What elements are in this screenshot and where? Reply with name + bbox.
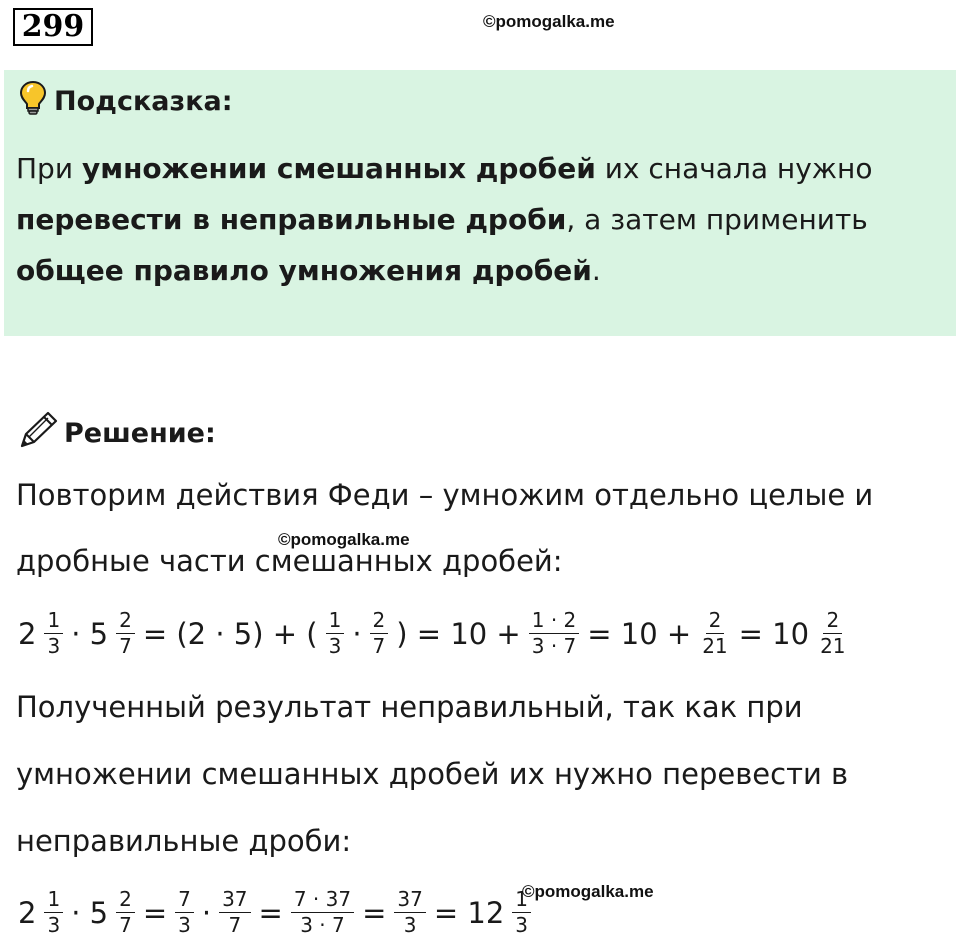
equation-1 [14,609,853,658]
fraction [529,609,580,658]
fraction [291,888,354,937]
equation-text: = (2 · 5) + ( [142,616,318,651]
solution-line-1: Повторим действия Феди – умножим отдельно целые и [16,478,874,512]
equation-text: = [362,895,387,930]
solution-title: Решение: [64,418,216,449]
watermark: ©pomogalka.me [522,882,654,901]
equation-text: · 5 [71,616,109,651]
hint-title: Подсказка: [54,86,233,117]
fraction-denominator: 7 [119,634,132,658]
fraction-denominator: 3 · 7 [300,913,345,937]
fraction [44,609,63,658]
fraction-denominator: 3 [515,913,529,937]
fraction-denominator: 3 · 7 [531,634,577,658]
hint-text-run: их сначала нужно [595,152,873,185]
pencil-icon [16,410,60,457]
fraction-denominator: 21 [702,634,728,658]
hint-text-run: При [16,152,82,185]
fraction-numerator: 1 [44,609,63,634]
solution-line-3: Полученный результат неправильный, так как при [16,690,803,724]
fraction-numerator: 2 [823,609,842,634]
watermark: ©pomogalka.me [483,12,615,31]
hint-text [16,143,916,296]
solution-line-5: неправильные дроби: [16,824,352,858]
fraction [370,609,389,658]
fraction [116,609,135,658]
fraction [326,609,345,658]
hint-line [16,143,916,194]
fraction-denominator: 3 [178,913,191,937]
fraction-numerator: 7 [175,888,194,913]
hint-bold-text: общее правило умножения дробей [16,254,592,287]
hint-bold-text: умножении смешанных дробей [81,152,596,185]
equation-text: = 10 + [587,616,692,651]
equation-text: = 10 [738,616,810,651]
solution-line-4: умножении смешанных дробей их нужно перевести в [16,757,849,791]
equation-text: = [142,895,168,930]
fraction-denominator: 3 [47,634,61,658]
fraction-denominator: 7 [119,913,132,937]
equation-text: · 5 [71,895,109,930]
fraction [219,888,250,937]
equation-text: 2 [18,616,37,651]
fraction-denominator: 21 [820,634,846,658]
fraction-numerator: 1 [326,609,345,634]
fraction-numerator: 1 [44,888,63,913]
equation-text: = [258,895,283,930]
equation-text: · [201,895,212,930]
fraction [394,888,425,937]
fraction-denominator: 3 [47,913,61,937]
equation-text: ) = 10 + [396,616,521,651]
fraction-numerator: 1 [512,888,531,913]
fraction-numerator: 2 [116,888,135,913]
fraction-denominator: 7 [372,634,386,658]
fraction [116,888,135,937]
fraction-numerator: 7 · 37 [291,888,354,913]
hint-line [16,194,916,245]
fraction-numerator: 2 [706,609,725,634]
task-number: 299 [13,8,93,46]
fraction-denominator: 3 [403,913,417,937]
equation-text: · [352,616,362,651]
fraction-denominator: 3 [328,634,342,658]
fraction-numerator: 37 [219,888,250,913]
equation-2 [14,888,535,937]
solution-line-2: дробные части смешанных дробей: [16,544,563,578]
equation-text: = 12 [433,895,505,930]
hint-text-run: , а затем применить [566,203,868,236]
fraction-numerator: 2 [116,609,135,634]
fraction-denominator: 7 [228,913,242,937]
solution-heading [16,410,216,457]
hint-heading [18,80,233,123]
fraction [699,609,730,658]
fraction-numerator: 37 [394,888,425,913]
fraction [44,888,63,937]
watermark: ©pomogalka.me [278,530,410,549]
fraction [175,888,194,937]
hint-text-run: . [591,254,601,287]
fraction-numerator: 2 [370,609,389,634]
hint-line [16,245,916,296]
lightbulb-icon [18,80,48,123]
hint-bold-text: перевести в неправильные дроби [16,203,567,236]
fraction-numerator: 1 · 2 [529,609,580,634]
fraction [817,609,848,658]
equation-text: 2 [18,895,37,930]
